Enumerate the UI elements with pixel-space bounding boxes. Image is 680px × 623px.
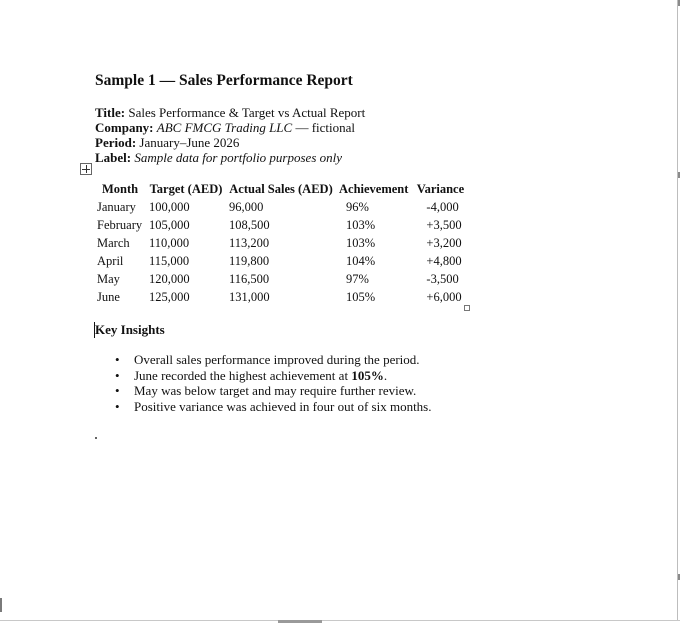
- table-cell: 120,000: [149, 271, 190, 286]
- list-item-text-end: .: [383, 367, 388, 383]
- key-insights-heading: Key Insights: [95, 322, 165, 337]
- meta-title-label: Title:: [95, 105, 126, 120]
- table-cell: 131,000: [229, 289, 270, 304]
- table-resize-handle-icon[interactable]: [464, 305, 470, 311]
- table-row: [94, 216, 469, 234]
- bullet-icon: •: [115, 383, 120, 398]
- table-cell: 119,800: [229, 253, 270, 268]
- bullet-icon: •: [115, 367, 120, 383]
- table-cell: 115,000: [149, 253, 190, 268]
- report-metadata: [95, 105, 365, 165]
- list-item-text: Positive variance was achieved in four out of six months.: [134, 398, 432, 414]
- table-row: [94, 270, 469, 288]
- table-cell: February: [97, 217, 143, 232]
- table-cell: 96,000: [229, 199, 264, 214]
- table-row: [94, 252, 469, 270]
- meta-label-value: Sample data for portfolio purposes only: [134, 150, 343, 165]
- left-margin-marker: [0, 598, 2, 612]
- table-cell: 105,000: [149, 217, 190, 232]
- column-header: Target (AED): [149, 181, 223, 196]
- table-cell: 105%: [346, 289, 376, 304]
- table-cell: +3,500: [426, 217, 462, 232]
- table-cell: January: [97, 199, 136, 214]
- meta-title-line: [95, 105, 365, 120]
- table-cell: 108,500: [229, 217, 270, 232]
- meta-title-value: Sales Performance & Target vs Actual Report: [128, 105, 366, 120]
- table-cell: +6,000: [426, 289, 462, 304]
- meta-period-label: Period:: [95, 135, 137, 150]
- table-cell: May: [97, 271, 120, 286]
- table-cell: 110,000: [149, 235, 190, 250]
- key-insights-list: [115, 352, 432, 414]
- meta-company-label: Company:: [95, 120, 154, 135]
- list-item-text: May was below target and may require further review.: [134, 383, 417, 398]
- table-cell: June: [97, 289, 120, 304]
- column-header: Variance: [416, 181, 465, 196]
- table-row: [94, 198, 469, 216]
- column-header: Month: [101, 181, 139, 196]
- table-cell: 104%: [346, 253, 376, 268]
- empty-paragraph-mark: [95, 437, 97, 439]
- table-header-row: [94, 180, 469, 198]
- list-item: [115, 399, 432, 415]
- meta-company-value: ABC FMCG Trading LLC: [156, 120, 293, 135]
- list-item-text: June recorded the highest achievement at: [134, 367, 352, 383]
- table-cell: +4,800: [426, 253, 462, 268]
- page-bottom-edge: [0, 620, 680, 621]
- meta-label-label: Label:: [95, 150, 132, 165]
- table-cell: 103%: [346, 235, 376, 250]
- list-item-text: Overall sales performance improved during the period.: [134, 352, 420, 367]
- table-row: [94, 288, 469, 306]
- sales-table: [94, 180, 469, 306]
- list-item: [115, 352, 432, 368]
- document-heading: Sample 1 — Sales Performance Report: [95, 72, 353, 89]
- table-cell: 96%: [346, 199, 369, 214]
- table-cell: 125,000: [149, 289, 190, 304]
- table-cell: 97%: [346, 271, 369, 286]
- table-cell: April: [97, 253, 124, 268]
- page-right-edge: [677, 0, 678, 621]
- column-header: Actual Sales (AED): [229, 181, 333, 196]
- list-item: [115, 383, 432, 399]
- table-row: [94, 234, 469, 252]
- meta-period-value: January–June 2026: [139, 135, 240, 150]
- table-cell: 113,200: [229, 235, 270, 250]
- list-item: [115, 368, 432, 384]
- meta-label-line: [95, 150, 365, 165]
- table-cell: 100,000: [149, 199, 190, 214]
- table-cell: -3,500: [426, 271, 459, 286]
- list-item-emphasis: 105%: [351, 367, 384, 383]
- table-cell: March: [97, 235, 130, 250]
- meta-period-line: [95, 135, 365, 150]
- meta-company-line: [95, 120, 365, 135]
- table-move-handle-icon[interactable]: [80, 163, 92, 175]
- table-cell: +3,200: [426, 235, 462, 250]
- bullet-icon: •: [115, 398, 120, 414]
- meta-company-suffix: — fictional: [292, 120, 356, 135]
- table-cell: -4,000: [426, 199, 459, 214]
- bullet-icon: •: [115, 352, 120, 367]
- column-header: Achievement: [339, 181, 409, 196]
- table-cell: 103%: [346, 217, 376, 232]
- table-cell: 116,500: [229, 271, 270, 286]
